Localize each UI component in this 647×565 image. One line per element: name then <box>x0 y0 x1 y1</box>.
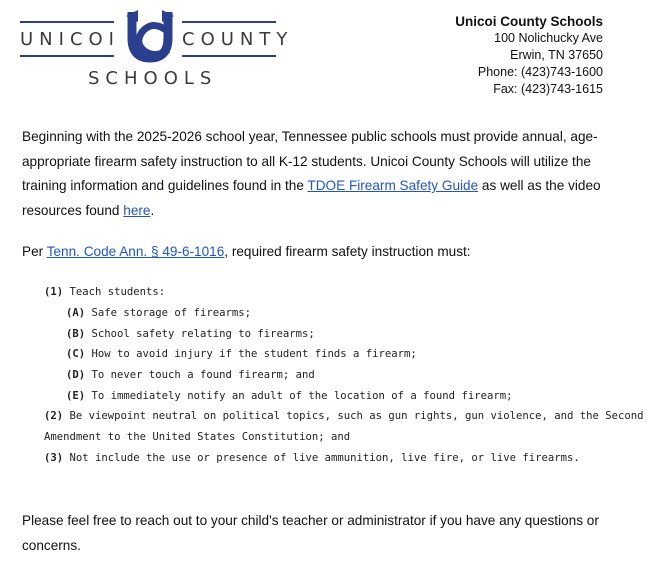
video-resources-link[interactable]: here <box>123 202 151 218</box>
logo-rule-right-bottom <box>182 55 276 57</box>
list-item: (3) Not include the use or presence of live ammunition, live fire, or live firearms. <box>44 452 580 464</box>
logo-word-unicoi: UNICOI <box>20 29 120 50</box>
tenn-code-link[interactable]: Tenn. Code Ann. § 49-6-1016 <box>46 244 225 259</box>
intro-paragraph: Beginning with the 2025-2026 school year, Tennessee public schools must provide annual, age-appropriate firearm safety instruction to all K-12 students. Unicoi County Schools will utilize the training information and guidelines found in the TDOE Firearm Safety Guide as well as the video resources found here. <box>22 129 601 218</box>
uc-monogram-icon <box>122 8 178 70</box>
list-item: (B) School safety relating to firearms; <box>66 328 315 340</box>
address-block <box>455 13 603 98</box>
closing-paragraph: Please feel free to reach out to your child's teacher or administrator if you have any questions or concerns. <box>22 513 599 553</box>
list-item-continuation: Amendment to the United States Constitution; and <box>44 431 351 443</box>
logo-rule-left <box>20 21 114 23</box>
city-state-zip: Erwin, TN 37650 <box>510 48 603 62</box>
street-address: 100 Nolichucky Ave <box>494 31 603 45</box>
list-item: (2) Be viewpoint neutral on political topics, such as gun rights, gun violence, and the Second <box>44 410 644 422</box>
list-item: (D) To never touch a found firearm; and <box>66 369 315 381</box>
logo-rule-left-bottom <box>20 55 114 57</box>
list-item: (1) Teach students: <box>44 286 166 298</box>
school-logo <box>18 8 294 98</box>
statute-intro-paragraph: Per Tenn. Code Ann. § 49-6-1016, required firearm safety instruction must: <box>22 244 471 259</box>
school-name: Unicoi County Schools <box>455 14 603 29</box>
logo-word-county: COUNTY <box>182 29 294 50</box>
logo-word-schools: SCHOOLS <box>88 68 218 89</box>
list-item: (A) Safe storage of firearms; <box>66 307 251 319</box>
tdoe-guide-link[interactable]: TDOE Firearm Safety Guide <box>307 178 479 193</box>
list-item: (C) How to avoid injury if the student finds a firearm; <box>66 348 417 360</box>
phone-number: Phone: (423)743-1600 <box>477 65 603 79</box>
logo-rule-right <box>182 21 276 23</box>
list-item: (E) To immediately notify an adult of the location of a found firearm; <box>66 390 513 402</box>
fax-number: Fax: (423)743-1615 <box>493 82 603 96</box>
